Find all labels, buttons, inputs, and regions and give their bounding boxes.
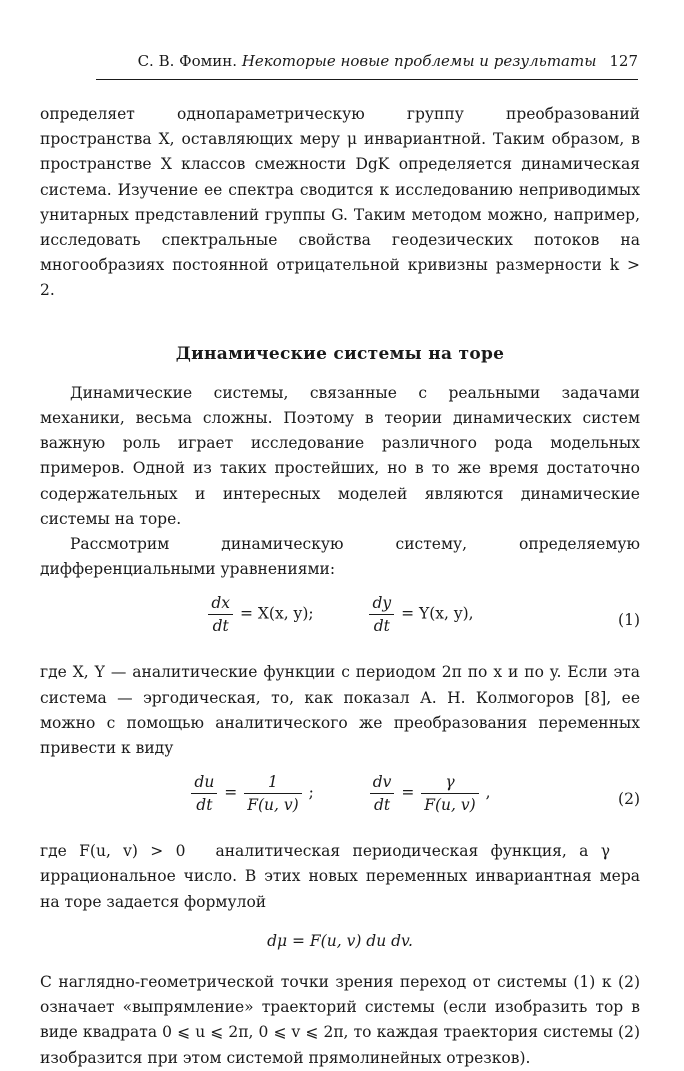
section-paragraph-4 <box>40 839 640 915</box>
equation-2-number: (2) <box>618 790 640 809</box>
eq2-num-4: γ <box>445 773 455 792</box>
eq2-den-2: F(u, v) <box>244 793 301 816</box>
eq2-fraction-dv-dt <box>370 771 395 816</box>
eq2-fraction-1-over-F <box>244 771 301 816</box>
eq2-num-2: 1 <box>267 773 278 792</box>
page-number: 127 <box>609 52 638 70</box>
eq1-den-2: dt <box>369 614 394 637</box>
eq2-den-4: F(u, v) <box>421 793 478 816</box>
eq2-fraction-gamma-over-F <box>421 771 478 816</box>
eq1-rhs-2: = Y(x, y), <box>401 604 474 623</box>
running-header <box>96 52 638 78</box>
eq2-den-3: dt <box>370 793 395 816</box>
eq1-rhs-1: = X(x, y); <box>239 604 314 623</box>
eq2-num-1: du <box>194 773 215 792</box>
eq2-separator-2: , <box>485 783 491 802</box>
eq2-fraction-du-dt <box>191 771 217 816</box>
header-running-title: Некоторые новые проблемы и результаты <box>241 52 597 70</box>
p4-part-b: аналитическая периодическая функция, а γ <box>215 842 610 861</box>
equation-1 <box>40 592 640 652</box>
section-paragraph-2: Рассмотрим динамическую систему, определяемую дифференциальными уравнениями: <box>40 535 640 579</box>
eq2-num-3: dv <box>372 773 392 792</box>
eq2-separator-1: ; <box>308 783 314 802</box>
p4-part-a: где F(u, v) > 0 <box>40 842 186 861</box>
eq2-equals-2: = <box>401 783 415 802</box>
eq1-fraction-dy-dt <box>369 592 394 637</box>
eq2-den-1: dt <box>191 793 217 816</box>
equation-2 <box>40 771 640 831</box>
p4-part-c: иррациональное число. В этих новых переменных инвариантная мера на торе задается формулой <box>40 867 640 911</box>
intro-paragraph: определяет однопараметрическую группу преобразований пространства X, оставляющих меру μ инвариантной. Таким образом, в пространстве X классов смежности DgK определяется динамическая система. Изучение ее спектра сводится к исследованию неприводимых унитарных представлений группы G. Таким методом можно, например, исследовать спектральные свойства геодезических потоков на многообразиях постоянной отрицательной кривизны размерности k > 2. <box>40 105 640 300</box>
equation-1-number: (1) <box>618 611 640 630</box>
eq1-fraction-dx-dt <box>208 592 233 637</box>
section-paragraph-1: Динамические системы, связанные с реальными задачами механики, весьма сложны. Поэтому в теории динамических систем важную роль играет исследование различного рода модельных примеров. Одной из таких простейших, но в то же время достаточно содержательных и интересных моделей являются динамические системы на торе. <box>40 383 640 528</box>
eq1-den-1: dt <box>208 614 233 637</box>
header-title-line <box>96 52 638 70</box>
header-rule <box>96 79 638 80</box>
eq1-num-2: dy <box>372 594 392 613</box>
page-body <box>40 102 640 1071</box>
section-paragraph-5: С наглядно-геометрической точки зрения переход от системы (1) к (2) означает «выпрямление» траекторий системы (если изобразить тор в виде квадрата 0 ⩽ u ⩽ 2π, 0 ⩽ v ⩽ 2π, то каждая траектория системы (2) изобразится при этом системой прямолинейных отрезков). <box>40 973 640 1067</box>
section-title: Динамические системы на торе <box>175 343 505 364</box>
header-author: С. В. Фомин. <box>137 52 238 70</box>
eq2-equals-1: = <box>224 783 238 802</box>
equation-2-body <box>40 771 640 816</box>
equation-1-body <box>40 592 640 637</box>
measure-formula: dμ = F(u, v) du dv. <box>267 931 413 950</box>
section-paragraph-3: где X, Y — аналитические функции с периодом 2π по x и по y. Если эта система — эргодическая, то, как показал А. Н. Колмогоров [8], ее можно с помощью аналитического же преобразования переменных привести к виду <box>40 663 640 758</box>
eq1-num-1: dx <box>211 594 231 613</box>
